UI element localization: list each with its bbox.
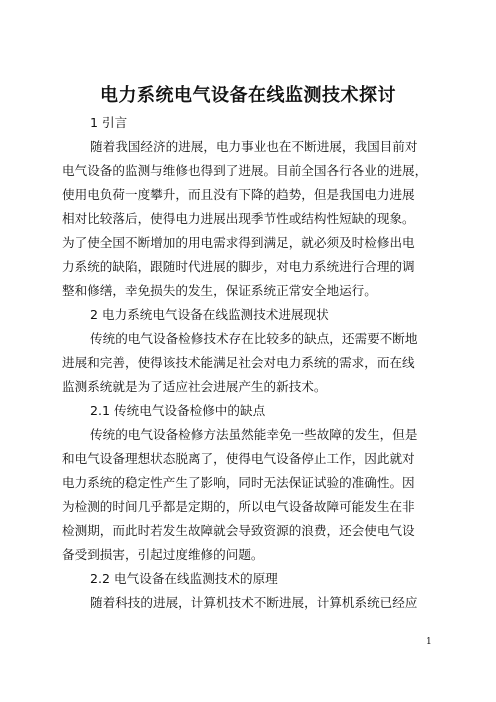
paragraph-line: 电力系统的稳定性产生了影响，同时无法保证试验的准确性。因 xyxy=(62,475,415,490)
paragraph-line: 备受到损害，引起过度维修的问题。 xyxy=(62,547,264,562)
page-number: 1 xyxy=(426,637,432,647)
paragraph-line: 力系统的缺陷，跟随时代进展的脚步，对电力系统进行合理的调 xyxy=(62,259,415,274)
paragraph-line: 整和修缮，幸免损失的发生，保证系统正常安全地运行。 xyxy=(62,283,377,298)
paragraph-line: 随着科技的进展，计算机技术不断进展，计算机系统已经应 xyxy=(90,595,418,610)
paragraph-line: 进展和完善，使得该技术能满足社会对电力系统的需求，而在线 xyxy=(62,355,415,370)
section-heading-status: 2 电力系统电气设备在线监测技术进展现状 xyxy=(90,307,329,322)
paragraph-line: 为了使全国不断增加的用电需求得到满足，就必须及时检修出电 xyxy=(62,235,415,250)
document-title: 电力系统电气设备在线监测技术探讨 xyxy=(100,85,396,106)
paragraph-line: 使用电负荷一度攀升，而且没有下降的趋势，但是我国电力进展 xyxy=(62,187,415,202)
document-body xyxy=(62,111,434,615)
paragraph-line: 传统的电气设备检修方法虽然能幸免一些故障的发生，但是 xyxy=(90,427,418,442)
paragraph-line: 相对比较落后，使得电力进展出现季节性或结构性短缺的现象。 xyxy=(62,211,415,226)
paragraph-line: 为检测的时间几乎都是定期的，所以电气设备故障可能发生在非 xyxy=(62,499,415,514)
section-heading-introduction: 1 引言 xyxy=(90,115,128,130)
paragraph-line: 和电气设备理想状态脱离了，使得电气设备停止工作，因此就对 xyxy=(62,451,415,466)
paragraph-line: 电气设备的监测与维修也得到了进展。目前全国各行各业的进展， xyxy=(62,163,428,178)
section-heading-traditional-defects: 2.1 传统电气设备检修中的缺点 xyxy=(90,403,266,418)
section-heading-principle: 2.2 电气设备在线监测技术的原理 xyxy=(90,571,278,586)
paragraph-line: 传统的电气设备检修技术存在比较多的缺点，还需要不断地 xyxy=(90,331,418,346)
paragraph-line: 随着我国经济的进展，电力事业也在不断进展，我国目前对 xyxy=(90,139,418,154)
paragraph-line: 检测期，而此时若发生故障就会导致资源的浪费，还会使电气设 xyxy=(62,523,415,538)
paragraph-line: 监测系统就是为了适应社会进展产生的新技术。 xyxy=(62,379,327,394)
